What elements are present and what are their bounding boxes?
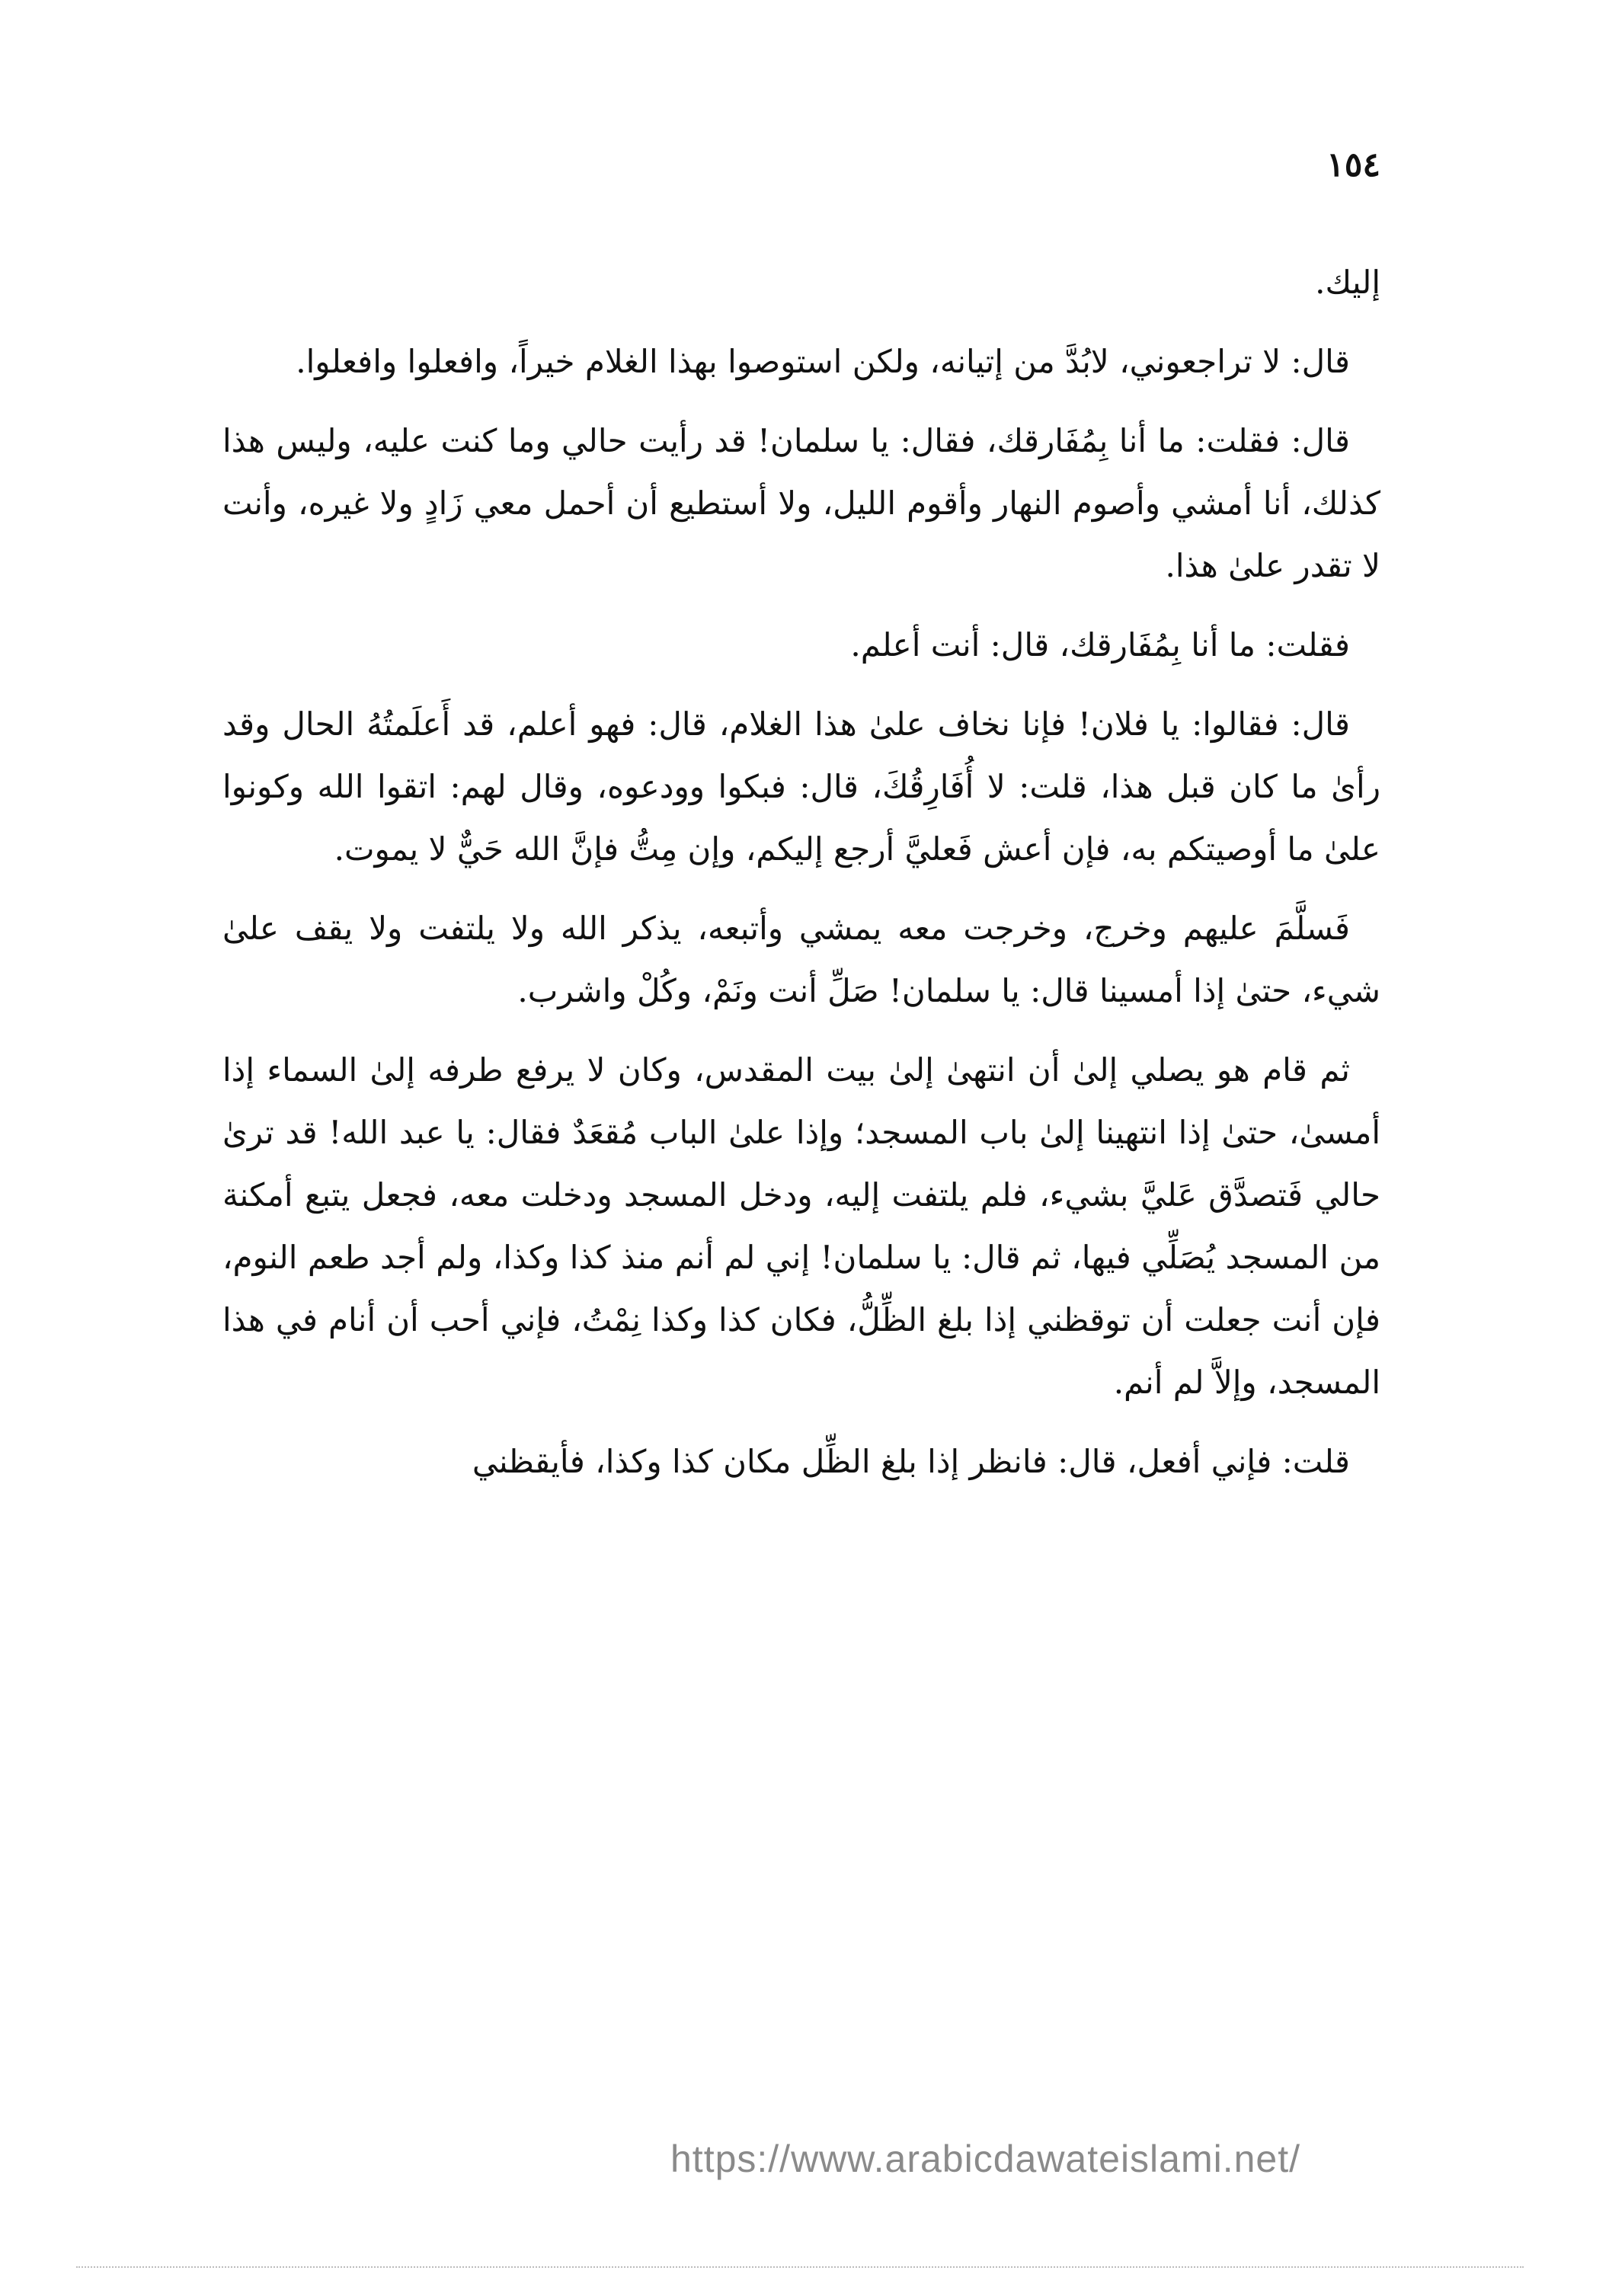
paragraph: قال: فقلت: ما أنا بِمُفَارقك، فقال: يا سلمان! قد رأيت حالي وما كنت عليه، وليس هذا كذلك، أنا أمشي وأصوم النهار وأقوم الليل، ولا أستطيع أن أحمل معي زَادٍ ولا غيره، وأنت لا تقدر علىٰ هذا. <box>222 422 1380 584</box>
paragraph: فقلت: ما أنا بِمُفَارقك، قال: أنت أعلم. <box>850 626 1350 664</box>
paragraph: قال: فقالوا: يا فلان! فإنا نخاف علىٰ هذا الغلام، قال: فهو أعلم، قد أَعلَمتُهُ الحال وقد رأىٰ ما كان قبل هذا، قلت: لا أُفَارِقُكَ، قال: فبكوا وودعوه، وقال لهم: اتقوا الله وكونوا علىٰ ما أوصيتكم به، فإن أعش فَعليَّ أرجع إليكم، وإن مِتُّ فإنَّ الله حَيٌّ لا يموت. <box>222 705 1380 868</box>
paragraph: قال: لا تراجعوني، لابُدَّ من إتيانه، ولكن استوصوا بهذا الغلام خيراً، وافعلوا وافعلوا. <box>296 343 1350 380</box>
watermark-url: https://www.arabicdawateislami.net/ <box>670 2138 1301 2180</box>
bottom-scan-edge <box>76 2266 1524 2268</box>
paragraph: قلت: فإني أفعل، قال: فانظر إذا بلغ الظِّل مكان كذا وكذا، فأيقظني <box>472 1443 1350 1480</box>
paragraph: إليك. <box>1315 264 1380 301</box>
paragraph: فَسلَّمَ عليهم وخرج، وخرجت معه يمشي وأتبعه، يذكر الله ولا يلتفت ولا يقف علىٰ شيء، حتىٰ إذا أمسينا قال: يا سلمان! صَلِّ أنت ونَمْ، وكُلْ واشرب. <box>222 910 1380 1009</box>
paragraph: ثم قام هو يصلي إلىٰ أن انتهىٰ إلىٰ بيت المقدس، وكان لا يرفع طرفه إلىٰ السماء إذا أمسىٰ، حتىٰ إذا انتهينا إلىٰ باب المسجد؛ وإذا علىٰ الباب مُقعَدٌ فقال: يا عبد الله! قد ترىٰ حالي فَتصدَّق عَليَّ بشيء، فلم يلتفت إليه، ودخل المسجد ودخلت معه، فجعل يتبع أمكنة من المسجد يُصَلِّي فيها، ثم قال: يا سلمان! إني لم أنم منذ كذا وكذا، ولم أجد طعم النوم، فإن أنت جعلت أن توقظني إذا بلغ الظِّلُّ، فكان كذا وكذا نِمْتُ، فإني أحب أن أنام في هذا المسجد، وإلاَّ لم أنم. <box>222 1051 1380 1401</box>
body-text <box>222 251 1380 1510</box>
page-number: ١٥٤ <box>1326 145 1380 184</box>
